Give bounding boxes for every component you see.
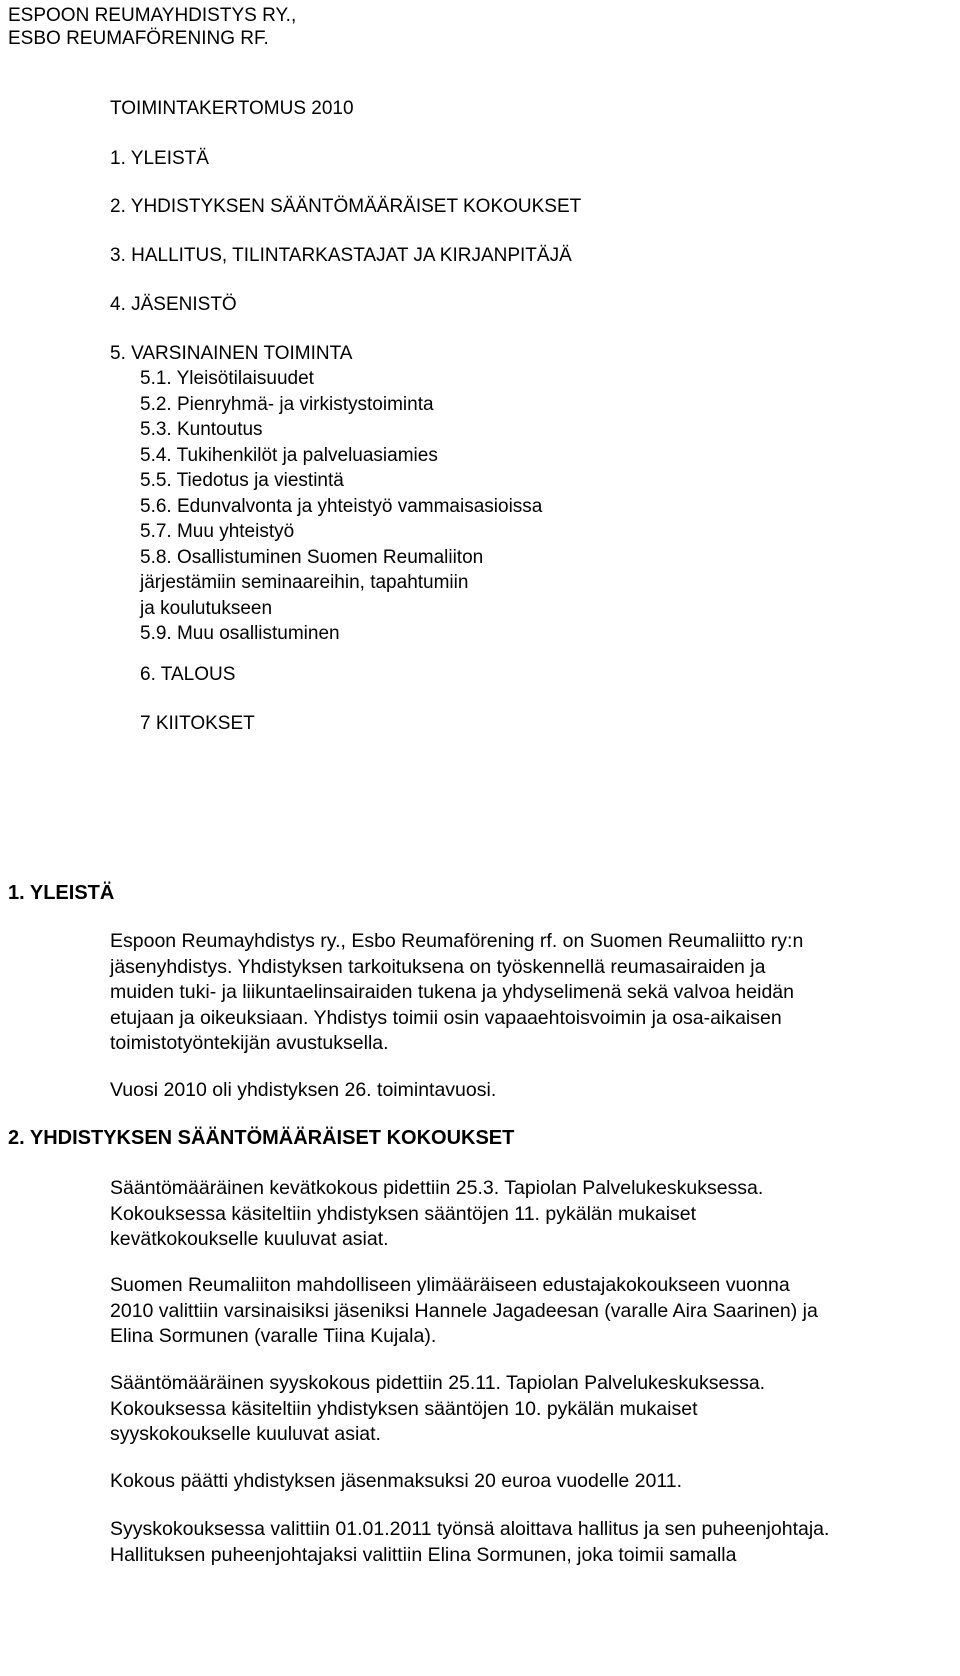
paragraph-line: jäsenyhdistys. Yhdistyksen tarkoituksena on työskennellä reumasairaiden ja: [110, 955, 766, 978]
paragraph-line: syyskokoukselle kuuluvat asiat.: [110, 1423, 381, 1445]
section-2-paragraph-4: Kokous päätti yhdistyksen jäsenmaksuksi 20 euroa vuodelle 2011.: [110, 1470, 682, 1492]
paragraph-line: Espoon Reumayhdistys ry., Esbo Reumaförening rf. on Suomen Reumaliitto ry:n: [110, 930, 804, 952]
toc-subitem: 5.2. Pienryhmä- ja virkistystoiminta: [140, 393, 434, 415]
toc-subitems: [140, 366, 542, 647]
toc-item-7: 7 KIITOKSET: [140, 713, 255, 734]
paragraph-line: etujaan ja oikeuksiaan. Yhdistys toimii osin vapaaehtoisvoimin ja osa-aikaisen: [110, 1006, 782, 1029]
toc-item-5: 5. VARSINAINEN TOIMINTA: [110, 343, 353, 364]
section-2-paragraph-3: [110, 1371, 950, 1448]
toc-item-4: 4. JÄSENISTÖ: [110, 294, 237, 315]
paragraph-line: Elina Sormunen (varalle Tiina Kujala).: [110, 1325, 437, 1347]
org-name-finnish: ESPOON REUMAYHDISTYS RY.,: [8, 5, 297, 26]
paragraph-line: Hallituksen puheenjohtajaksi valittiin Elina Sormunen, joka toimii samalla: [110, 1543, 737, 1566]
toc-subitem: 5.7. Muu yhteistyö: [140, 521, 295, 542]
section-2-paragraph-2: [110, 1273, 950, 1350]
section-1-paragraph-2: Vuosi 2010 oli yhdistyksen 26. toimintavuosi.: [110, 1079, 497, 1101]
toc-item-6: 6. TALOUS: [140, 664, 236, 685]
toc-item-1: 1. YLEISTÄ: [110, 148, 209, 169]
toc-subitem: 5.4. Tukihenkilöt ja palveluasiamies: [140, 444, 438, 466]
paragraph-line: muiden tuki- ja liikuntaelinsairaiden tukena ja yhdyselimenä sekä valvoa heidän: [110, 981, 794, 1003]
toc-subitem: järjestämiin seminaareihin, tapahtumiin: [140, 572, 469, 593]
toc-subitem: 5.9. Muu osallistuminen: [140, 623, 340, 644]
toc-subitem: 5.1. Yleisötilaisuudet: [140, 368, 314, 389]
paragraph-line: kevätkokoukselle kuuluvat asiat.: [110, 1228, 389, 1250]
paragraph-line: Syyskokouksessa valittiin 01.01.2011 työnsä aloittava hallitus ja sen puheenjohtaja.: [110, 1518, 830, 1540]
section-2-heading: 2. YHDISTYKSEN SÄÄNTÖMÄÄRÄISET KOKOUKSET: [8, 1127, 515, 1149]
org-name-swedish: ESBO REUMAFÖRENING RF.: [8, 28, 269, 49]
paragraph-line: Kokouksessa käsiteltiin yhdistyksen sääntöjen 10. pykälän mukaiset: [110, 1397, 698, 1420]
paragraph-line: Sääntömääräinen syyskokous pidettiin 25.11. Tapiolan Palvelukeskuksessa.: [110, 1372, 766, 1394]
toc-item-2: 2. YHDISTYKSEN SÄÄNTÖMÄÄRÄISET KOKOUKSET: [110, 196, 582, 217]
paragraph-line: Sääntömääräinen kevätkokous pidettiin 25.3. Tapiolan Palvelukeskuksessa.: [110, 1177, 764, 1199]
report-title: TOIMINTAKERTOMUS 2010: [110, 98, 354, 119]
section-1-heading: 1. YLEISTÄ: [8, 882, 115, 904]
section-1-paragraph-1: [110, 929, 950, 1057]
paragraph-line: toimistotyöntekijän avustuksella.: [110, 1032, 389, 1054]
toc-subitem: 5.3. Kuntoutus: [140, 419, 263, 440]
section-2-paragraph-5: [110, 1517, 950, 1568]
paragraph-line: Suomen Reumaliiton mahdolliseen ylimääräiseen edustajakokoukseen vuonna: [110, 1274, 790, 1296]
paragraph-line: Kokouksessa käsiteltiin yhdistyksen sääntöjen 11. pykälän mukaiset: [110, 1202, 697, 1225]
toc-subitem: ja koulutukseen: [140, 597, 273, 619]
paragraph-line: 2010 valittiin varsinaisiksi jäseniksi Hannele Jagadeesan (varalle Aira Saarinen) ja: [110, 1299, 818, 1322]
section-2-paragraph-1: [110, 1176, 950, 1253]
toc-subitem: 5.6. Edunvalvonta ja yhteistyö vammaisasioissa: [140, 495, 543, 517]
toc-item-3: 3. HALLITUS, TILINTARKASTAJAT JA KIRJANPITÄJÄ: [110, 245, 572, 266]
toc-subitem: 5.5. Tiedotus ja viestintä: [140, 470, 344, 491]
toc-subitem: 5.8. Osallistuminen Suomen Reumaliiton: [140, 546, 484, 568]
